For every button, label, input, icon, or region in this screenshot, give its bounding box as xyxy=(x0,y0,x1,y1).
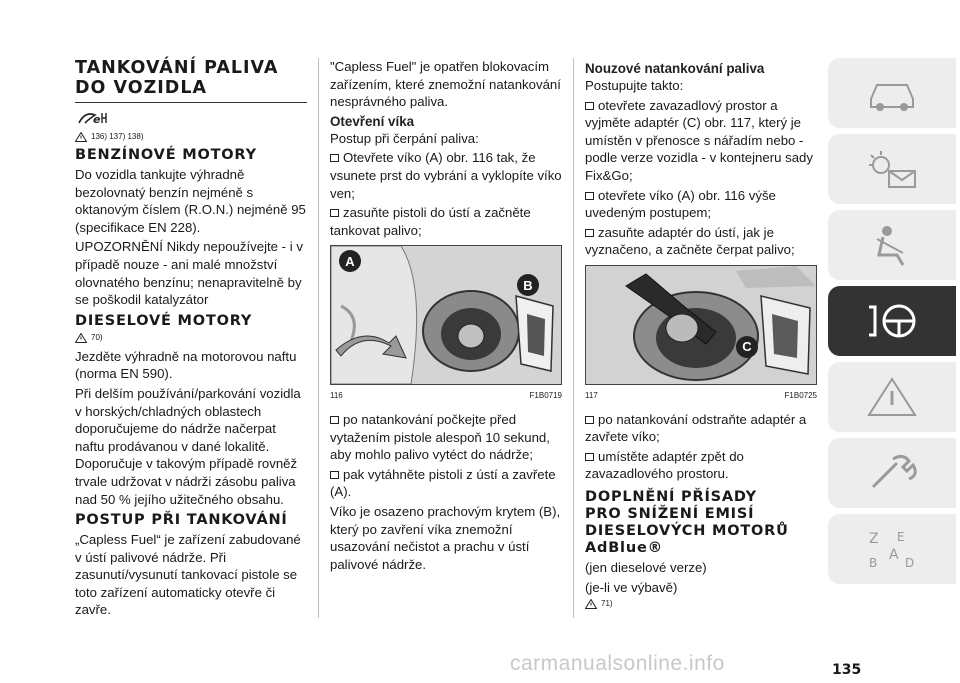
column-3 xyxy=(585,58,817,614)
adblue-refs xyxy=(585,598,817,610)
seat-airbag-icon xyxy=(863,223,921,267)
index-letters-icon xyxy=(863,527,921,571)
warning-triangle-icon xyxy=(75,333,87,343)
column-1 xyxy=(75,58,307,621)
postup-paragraph-1: „Capless Fuel“ je zařízení zabudované v ústí palivové nádrže. Při zasunutí/vysunutí tankovací pistole se toto zařízení automaticky otevře či zavře. xyxy=(75,532,301,618)
maintenance-icon xyxy=(863,451,921,495)
figure-number: 116 xyxy=(330,391,343,401)
adapter-illustration xyxy=(586,266,816,384)
page-number: 135 xyxy=(832,662,862,678)
page-title xyxy=(75,58,307,103)
refs-text: 71) xyxy=(601,599,613,609)
figure-number: 117 xyxy=(585,390,598,400)
car-icon xyxy=(863,71,921,115)
sidebar-tab-driving[interactable] xyxy=(828,286,956,356)
section-diesel-heading: DIESELOVÉ MOTORY xyxy=(75,312,253,329)
column-divider xyxy=(318,58,319,618)
sidebar-tab-warning-lights[interactable] xyxy=(828,134,956,204)
sidebar-tab-car[interactable] xyxy=(828,58,956,128)
callout-c: C xyxy=(736,336,758,358)
bullet-item: pak vytáhněte pistoli z ústí a zavřete (A). xyxy=(330,466,562,501)
subsection-open-cap-heading: Otevření víka xyxy=(330,113,415,129)
callout-a: A xyxy=(339,250,361,272)
figure-code: F1B0719 xyxy=(529,391,562,401)
figure-116 xyxy=(330,245,562,385)
diesel-paragraph-2: Při delším používání/parkování vozidla v horských/chladných oblastech doporučujeme do nádrže načerpat naftu prodávanou v dané lokalitě. Doporučuje v takovým případě rovněž trvale udržovat v nádrži zásobu paliva nad 50 % jejího užitečného obsahu. xyxy=(75,385,301,507)
bullet-item: Otevřete víko (A) obr. 116 tak, že vsunete prst do vybrání a vyklopíte víko ven; xyxy=(330,150,562,201)
sidebar-tab-maintenance[interactable] xyxy=(828,438,956,508)
title-line-2: DO VOZIDLA xyxy=(75,78,208,98)
bullet-item: otevřete zavazadlový prostor a vyjměte adaptér (C) obr. 117, který je umístěn v přenosce s nářadím nebo - podle verze vozidla - v kontejneru sady Fix&Go; xyxy=(585,97,817,185)
open-cap-intro: Postup při čerpání paliva: xyxy=(330,130,479,146)
capless-paragraph: "Capless Fuel" je opatřen blokovacím zařízením, které znemožní natankování nesprávného paliva. xyxy=(330,59,561,110)
benzin-paragraph-1: Do vozidla tankujte výhradně bezolovnatý benzín nejméně s oktanovým číslem (R.O.N.) nejméně 95 (specifikace EN 228). xyxy=(75,167,306,235)
adblue-note-1: (jen dieselové verze) xyxy=(585,559,707,575)
svg-text:B: B xyxy=(869,556,878,570)
svg-text:e: e xyxy=(93,113,101,126)
warning-refs xyxy=(75,131,307,143)
diesel-refs xyxy=(75,332,307,344)
adblue-note-2: (je-li ve výbavě) xyxy=(585,579,678,595)
warning-lights-icon xyxy=(863,147,921,191)
eco-logo-icon xyxy=(75,109,307,129)
emergency-intro: Postupujte takto: xyxy=(585,78,684,93)
refs-text: 70) xyxy=(91,332,103,342)
bullet-item: zasuňte pistoli do ústí a začněte tankovat palivo; xyxy=(330,204,562,239)
adblue-heading-line: DOPLNĚNÍ PŘÍSADY xyxy=(585,488,757,505)
key-steering-icon xyxy=(863,299,921,343)
emergency-icon xyxy=(863,375,921,419)
svg-text:D: D xyxy=(905,556,915,570)
dust-cover-paragraph: Víko je osazeno prachovým krytem (B), který po zavření víka znemožní usazování nečistot a prachu v ústí palivové nádrže. xyxy=(330,503,561,572)
bullet-item: umístěte adaptér zpět do zavazadlového prostoru. xyxy=(585,448,817,483)
bullet-item: po natankování odstraňte adaptér a zavřete víko; xyxy=(585,411,817,446)
watermark: carmanualsonline.info xyxy=(510,652,725,675)
sidebar-tab-index[interactable] xyxy=(828,514,956,584)
figure-117 xyxy=(585,265,817,385)
sidebar-tab-emergency[interactable] xyxy=(828,362,956,432)
chapter-sidebar xyxy=(828,58,960,590)
adblue-heading-line: AdBlue® xyxy=(585,539,663,556)
figure-117-caption xyxy=(585,387,817,405)
sidebar-tab-safety[interactable] xyxy=(828,210,956,280)
bullet-item: po natankování počkejte před vytažením pistole alespoň 10 sekund, aby mohlo palivo vytéct do nádrže; xyxy=(330,411,562,464)
benzin-paragraph-2: UPOZORNĚNÍ Nikdy nepoužívejte - i v případě nouze - ani malé množství olovnatého benzínu; nenapravitelně by se poškodil katalyzátor xyxy=(75,239,303,308)
column-divider xyxy=(573,58,574,618)
svg-text:A: A xyxy=(889,547,899,563)
refs-text: 136) 137) 138) xyxy=(91,132,144,141)
adblue-heading-line: DIESELOVÝCH MOTORŮ xyxy=(585,522,789,539)
warning-triangle-icon xyxy=(75,132,87,142)
section-adblue-heading xyxy=(585,489,817,557)
figure-116-caption xyxy=(330,387,562,405)
figure-code: F1B0725 xyxy=(784,390,817,400)
fuel-flap-illustration xyxy=(331,246,561,384)
diesel-paragraph-1: Jezděte výhradně na motorovou naftu (norma EN 590). xyxy=(75,348,297,382)
svg-text:E: E xyxy=(897,530,905,544)
bullet-item: zasuňte adaptér do ústí, jak je vyznačeno, a začněte čerpat palivo; xyxy=(585,224,817,259)
section-benzin-heading: BENZÍNOVÉ MOTORY xyxy=(75,147,257,163)
adblue-heading-line: PRO SNÍŽENÍ EMISÍ xyxy=(585,505,755,522)
callout-b: B xyxy=(517,274,539,296)
subsection-emergency-heading: Nouzové natankování paliva xyxy=(585,61,765,76)
column-2 xyxy=(330,58,562,575)
section-postup-heading: POSTUP PŘI TANKOVÁNÍ xyxy=(75,512,288,529)
bullet-item: otevřete víko (A) obr. 116 výše uvedeným postupem; xyxy=(585,187,817,222)
svg-text:Z: Z xyxy=(869,531,879,547)
warning-triangle-icon xyxy=(585,599,597,609)
title-line-1: TANKOVÁNÍ PALIVA xyxy=(75,58,279,78)
